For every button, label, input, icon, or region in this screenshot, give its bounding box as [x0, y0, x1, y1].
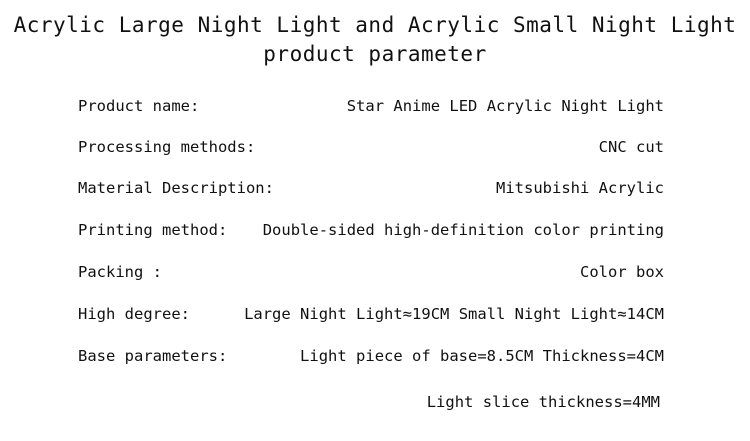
param-row-printing-method [78, 220, 664, 240]
param-row-packing [78, 262, 664, 282]
param-value: Double-sided high-definition color printing [262, 221, 664, 239]
param-label: Material Description: [78, 179, 274, 197]
param-label: High degree: [78, 305, 190, 323]
param-value: Light piece of base=8.5CM Thickness=4CM [300, 347, 664, 365]
param-label: Packing : [78, 263, 162, 281]
param-value: Color box [580, 263, 664, 281]
param-label: Printing method: [78, 221, 228, 239]
param-value: Large Night Light≈19CM Small Night Light≈14CM [244, 305, 664, 323]
param-value: Mitsubishi Acrylic [496, 179, 664, 197]
param-label: Product name: [78, 97, 200, 115]
param-value: Star Anime LED Acrylic Night Light [346, 97, 664, 115]
param-row-processing-methods [78, 137, 664, 157]
param-row-base-parameters [78, 346, 664, 366]
param-value: CNC cut [598, 138, 664, 156]
page-title-line-2: product parameter [263, 42, 487, 66]
param-label: Processing methods: [78, 138, 256, 156]
page-title-line-1: Acrylic Large Night Light and Acrylic Small Night Light [13, 13, 737, 37]
param-extra-line: Light slice thickness=4MM [426, 393, 660, 411]
param-row-material-description [78, 178, 664, 198]
param-row-high-degree [78, 304, 664, 324]
param-row-product-name [78, 96, 664, 116]
param-label: Base parameters: [78, 347, 228, 365]
